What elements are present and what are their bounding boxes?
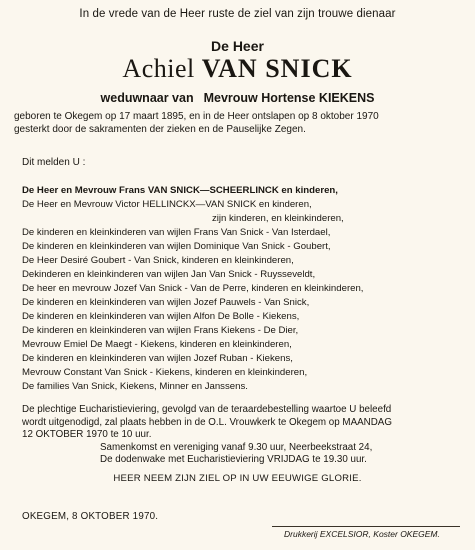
service-line: De dodenwake met Eucharistieviering VRIJDAG te 19.30 uur. <box>100 454 367 465</box>
honorific: De Heer <box>211 38 264 54</box>
widower-of: Mevrouw Hortense KIEKENS <box>203 91 375 105</box>
family-line: De families Van Snick, Kiekens, Minner en Janssens. <box>22 381 248 392</box>
family-line: Dekinderen en kleinkinderen van wijlen Jan Van Snick - Ruysseveldt, <box>22 269 316 280</box>
place-date: OKEGEM, 8 OKTOBER 1970. <box>22 511 159 522</box>
family-line: De kinderen en kleinkinderen van wijlen Alfon De Bolle - Kiekens, <box>22 311 300 322</box>
sacraments-line: gesterkt door de sakramenten der zieken en de Pauselijke Zegen. <box>14 124 306 135</box>
birth-death-line: geboren te Okegem op 17 maart 1895, en in de Heer ontslapen op 8 oktober 1970 <box>14 111 379 122</box>
family-line: De kinderen en kleinkinderen van wijlen Jozef Ruban - Kiekens, <box>22 353 293 364</box>
prayer-line: HEER NEEM ZIJN ZIEL OP IN UW EEUWIGE GLORIE. <box>113 473 362 484</box>
family-list <box>22 184 462 394</box>
notify-line: Dit melden U : <box>22 157 86 168</box>
family-line: Mevrouw Constant Van Snick - Kiekens, kinderen en kleinkinderen, <box>22 367 308 378</box>
deceased-surname: VAN SNICK <box>201 54 353 83</box>
life-details <box>14 110 466 136</box>
service-line: 12 OKTOBER 1970 te 10 uur. <box>22 429 152 440</box>
family-line: zijn kinderen, en kleinkinderen, <box>212 213 344 224</box>
family-line: De kinderen en kleinkinderen van wijlen Frans Van Snick - Van Isterdael, <box>22 227 331 238</box>
widower-line <box>0 91 475 105</box>
service-announcement <box>22 404 462 467</box>
family-line: De Heer Desiré Goubert - Van Snick, kinderen en kleinkinderen, <box>22 255 294 266</box>
intro-line: In de vrede van de Heer ruste de ziel van zijn trouwe dienaar <box>79 8 396 20</box>
family-line: De heer en mevrouw Jozef Van Snick - Van de Perre, kinderen en kleinkinderen, <box>22 283 364 294</box>
service-line: Samenkomst en vereniging vanaf 9.30 uur, Neerbeekstraat 24, <box>100 441 373 453</box>
family-line: De Heer en Mevrouw Frans VAN SNICK—SCHEERLINCK en kinderen, <box>22 185 338 196</box>
family-line: De Heer en Mevrouw Victor HELLINCKX—VAN SNICK en kinderen, <box>22 199 312 210</box>
family-line: Mevrouw Emiel De Maegt - Kiekens, kinderen en kleinkinderen, <box>22 339 292 350</box>
service-line: wordt uitgenodigd, zal plaats hebben in de O.L. Vrouwkerk te Okegem op MAANDAG <box>22 416 392 428</box>
family-line: De kinderen en kleinkinderen van wijlen Dominique Van Snick - Goubert, <box>22 241 331 252</box>
service-line: De plechtige Eucharistieviering, gevolgd van de teraardebestelling waartoe U beleefd <box>22 404 392 415</box>
deceased-first-name: Achiel <box>122 54 195 83</box>
printer-divider <box>272 526 460 527</box>
printer-credit: Drukkerij EXCELSIOR, Koster OKEGEM. <box>284 529 440 539</box>
family-line: De kinderen en kleinkinderen van wijlen Jozef Pauwels - Van Snick, <box>22 297 310 308</box>
widower-prefix: weduwnaar van <box>100 91 194 105</box>
family-line: De kinderen en kleinkinderen van wijlen Frans Kiekens - De Dier, <box>22 325 299 336</box>
deceased-name <box>0 54 475 84</box>
